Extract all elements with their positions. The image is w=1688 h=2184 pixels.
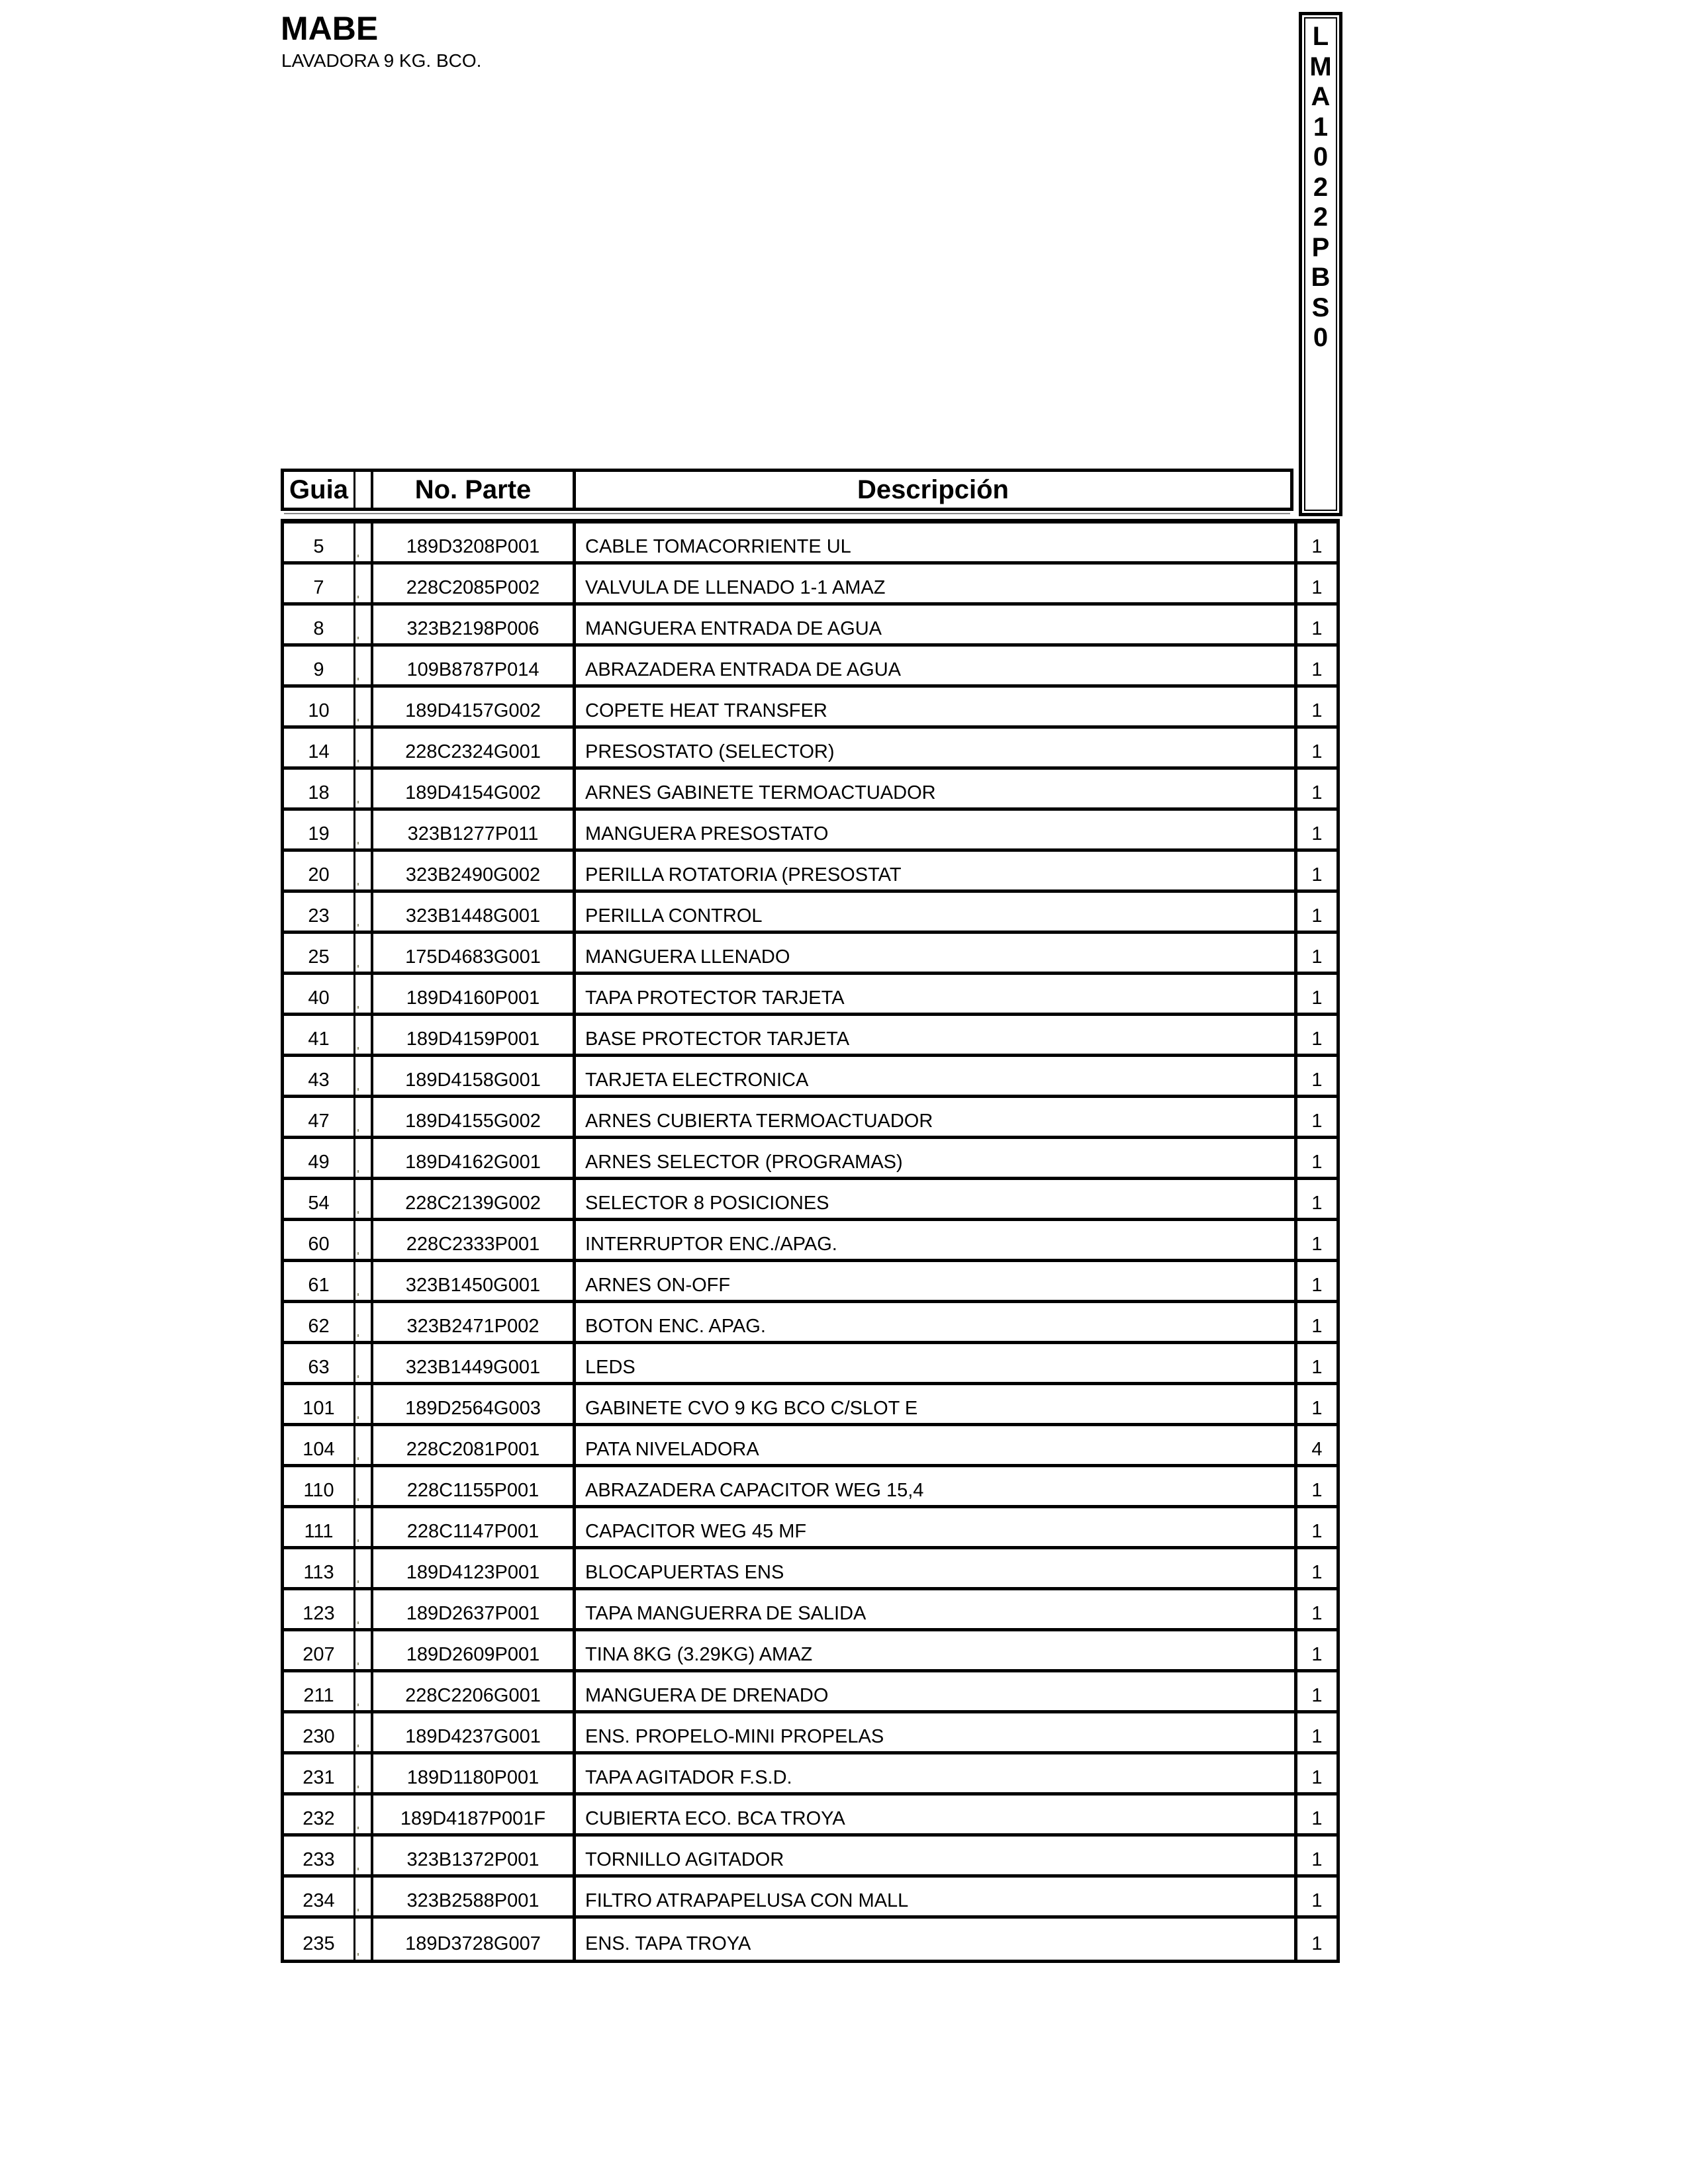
- cell-parte: 189D1180P001: [373, 1754, 576, 1792]
- cell-cantidad: 1: [1311, 536, 1323, 557]
- cell-spacer: [355, 1754, 373, 1792]
- table-row: [284, 934, 1336, 975]
- table-row: [284, 1467, 1336, 1508]
- cell-guia: 113: [284, 1549, 355, 1587]
- cell-parte: 323B1448G001: [373, 893, 576, 931]
- cell-spacer: [355, 1344, 373, 1382]
- cell-parte: 189D4158G001: [373, 1057, 576, 1095]
- cell-parte: 189D4123P001: [373, 1549, 576, 1587]
- table-row: [284, 1303, 1336, 1344]
- cell-cantidad: 1: [1311, 741, 1323, 762]
- cell-spacer: [355, 975, 373, 1013]
- cell-cantidad: 1: [1311, 1767, 1323, 1788]
- cell-descripcion: SELECTOR 8 POSICIONES: [576, 1180, 1297, 1218]
- table-row: [284, 1098, 1336, 1139]
- table-row: [284, 1590, 1336, 1631]
- cell-descripcion: GABINETE CVO 9 KG BCO C/SLOT E: [576, 1385, 1297, 1423]
- cell-cantidad: 1: [1311, 1111, 1323, 1132]
- model-code-char: L: [1312, 22, 1329, 51]
- cell-parte: 189D4237G001: [373, 1713, 576, 1751]
- cell-cantidad: 1: [1311, 1069, 1323, 1091]
- model-code-char: A: [1311, 82, 1331, 111]
- table-row: [284, 565, 1336, 606]
- product-subtitle: LAVADORA 9 KG. BCO.: [281, 50, 482, 71]
- table-row: [284, 606, 1336, 647]
- cell-spacer: [355, 811, 373, 848]
- cell-parte: 189D4154G002: [373, 770, 576, 807]
- brand-title: MABE: [281, 10, 379, 47]
- cell-parte: 323B1372P001: [373, 1837, 576, 1874]
- cell-spacer: [355, 606, 373, 643]
- table-row: [284, 1139, 1336, 1180]
- cell-descripcion: BASE PROTECTOR TARJETA: [576, 1016, 1297, 1054]
- cell-descripcion: ARNES ON-OFF: [576, 1262, 1297, 1300]
- cell-parte: 228C2333P001: [373, 1221, 576, 1259]
- cell-cantidad: 1: [1311, 1933, 1323, 1954]
- cell-cantidad: 1: [1311, 1152, 1323, 1173]
- cell-guia: 60: [284, 1221, 355, 1259]
- cell-parte: 323B2198P006: [373, 606, 576, 643]
- cell-guia: 101: [284, 1385, 355, 1423]
- cell-parte: 323B2490G002: [373, 852, 576, 889]
- table-row: [284, 523, 1336, 565]
- table-row: [284, 1385, 1336, 1426]
- cell-descripcion: ARNES SELECTOR (PROGRAMAS): [576, 1139, 1297, 1177]
- cell-cantidad: 1: [1311, 1644, 1323, 1665]
- cell-descripcion: ARNES CUBIERTA TERMOACTUADOR: [576, 1098, 1297, 1136]
- cell-parte: 228C1155P001: [373, 1467, 576, 1505]
- cell-cantidad: 1: [1311, 1028, 1323, 1050]
- cell-descripcion: PERILLA ROTATORIA (PRESOSTAT: [576, 852, 1297, 889]
- cell-guia: 234: [284, 1878, 355, 1915]
- cell-cantidad: 1: [1311, 1357, 1323, 1378]
- cell-parte: 189D2609P001: [373, 1631, 576, 1669]
- cell-parte: 109B8787P014: [373, 647, 576, 684]
- cell-cantidad: 1: [1311, 1890, 1323, 1911]
- cell-guia: 8: [284, 606, 355, 643]
- cell-descripcion: MANGUERA LLENADO: [576, 934, 1297, 972]
- cell-parte: 189D4155G002: [373, 1098, 576, 1136]
- cell-guia: 54: [284, 1180, 355, 1218]
- cell-cantidad: 1: [1311, 946, 1323, 968]
- cell-parte: 189D4162G001: [373, 1139, 576, 1177]
- cell-descripcion: BOTON ENC. APAG.: [576, 1303, 1297, 1341]
- cell-spacer: [355, 1221, 373, 1259]
- cell-spacer: [355, 1796, 373, 1833]
- cell-parte: 323B1450G001: [373, 1262, 576, 1300]
- table-row: [284, 1919, 1336, 1960]
- cell-parte: 189D2637P001: [373, 1590, 576, 1628]
- cell-spacer: [355, 1590, 373, 1628]
- cell-spacer: [355, 647, 373, 684]
- cell-guia: 63: [284, 1344, 355, 1382]
- cell-spacer: [355, 565, 373, 602]
- table-row: [284, 1878, 1336, 1919]
- cell-spacer: [355, 1426, 373, 1464]
- cell-spacer: [355, 893, 373, 931]
- cell-descripcion: CAPACITOR WEG 45 MF: [576, 1508, 1297, 1546]
- cell-guia: 47: [284, 1098, 355, 1136]
- cell-descripcion: LEDS: [576, 1344, 1297, 1382]
- cell-descripcion: BLOCAPUERTAS ENS: [576, 1549, 1297, 1587]
- table-row: [284, 975, 1336, 1016]
- cell-guia: 19: [284, 811, 355, 848]
- cell-parte: 228C1147P001: [373, 1508, 576, 1546]
- cell-descripcion: TAPA PROTECTOR TARJETA: [576, 975, 1297, 1013]
- cell-cantidad: 1: [1311, 1234, 1323, 1255]
- table-row: [284, 1057, 1336, 1098]
- cell-spacer: [355, 1385, 373, 1423]
- cell-descripcion: ENS. TAPA TROYA: [576, 1919, 1297, 1960]
- table-row: [284, 1672, 1336, 1713]
- table-row: [284, 1713, 1336, 1754]
- model-code-box: [1299, 12, 1342, 516]
- table-header: [281, 469, 1293, 511]
- cell-parte: 189D4159P001: [373, 1016, 576, 1054]
- table-row: [284, 1549, 1336, 1590]
- cell-guia: 23: [284, 893, 355, 931]
- cell-spacer: [355, 523, 373, 561]
- cell-parte: 189D4187P001F: [373, 1796, 576, 1833]
- cell-guia: 211: [284, 1672, 355, 1710]
- cell-descripcion: ENS. PROPELO-MINI PROPELAS: [576, 1713, 1297, 1751]
- cell-spacer: [355, 1016, 373, 1054]
- cell-descripcion: CABLE TOMACORRIENTE UL: [576, 523, 1297, 561]
- model-code-char: 0: [1313, 142, 1329, 171]
- cell-guia: 104: [284, 1426, 355, 1464]
- cell-cantidad: 1: [1311, 1398, 1323, 1419]
- cell-descripcion: ABRAZADERA CAPACITOR WEG 15,4: [576, 1467, 1297, 1505]
- cell-cantidad: 4: [1311, 1439, 1323, 1460]
- cell-guia: 5: [284, 523, 355, 561]
- cell-descripcion: MANGUERA PRESOSTATO: [576, 811, 1297, 848]
- cell-guia: 25: [284, 934, 355, 972]
- cell-guia: 14: [284, 729, 355, 766]
- cell-cantidad: 1: [1311, 987, 1323, 1009]
- cell-guia: 233: [284, 1837, 355, 1874]
- table-row: [284, 811, 1336, 852]
- cell-descripcion: FILTRO ATRAPAPELUSA CON MALL: [576, 1878, 1297, 1915]
- model-code-char: M: [1309, 52, 1332, 81]
- cell-cantidad: 1: [1311, 1521, 1323, 1542]
- cell-cantidad: 1: [1311, 1603, 1323, 1624]
- cell-cantidad: 1: [1311, 1808, 1323, 1829]
- cell-cantidad: 1: [1311, 618, 1323, 639]
- cell-descripcion: INTERRUPTOR ENC./APAG.: [576, 1221, 1297, 1259]
- model-code-char: 2: [1313, 203, 1329, 232]
- cell-spacer: [355, 1919, 373, 1960]
- cell-spacer: [355, 1713, 373, 1751]
- cell-guia: 111: [284, 1508, 355, 1546]
- cell-cantidad: 1: [1311, 700, 1323, 721]
- cell-parte: 228C2206G001: [373, 1672, 576, 1710]
- cell-descripcion: VALVULA DE LLENADO 1-1 AMAZ: [576, 565, 1297, 602]
- cell-parte: 228C2085P002: [373, 565, 576, 602]
- table-row: [284, 1837, 1336, 1878]
- cell-guia: 43: [284, 1057, 355, 1095]
- cell-spacer: [355, 729, 373, 766]
- cell-guia: 9: [284, 647, 355, 684]
- cell-guia: 123: [284, 1590, 355, 1628]
- cell-spacer: [355, 1057, 373, 1095]
- model-code: [1302, 22, 1339, 353]
- table-row: [284, 1631, 1336, 1672]
- cell-cantidad: 1: [1311, 1193, 1323, 1214]
- table-row: [284, 1754, 1336, 1796]
- cell-descripcion: CUBIERTA ECO. BCA TROYA: [576, 1796, 1297, 1833]
- cell-parte: 189D4160P001: [373, 975, 576, 1013]
- cell-spacer: [355, 1878, 373, 1915]
- cell-cantidad: 1: [1311, 782, 1323, 803]
- cell-parte: 323B1449G001: [373, 1344, 576, 1382]
- cell-spacer: [355, 1139, 373, 1177]
- cell-descripcion: TARJETA ELECTRONICA: [576, 1057, 1297, 1095]
- cell-cantidad: 1: [1311, 1562, 1323, 1583]
- cell-cantidad: 1: [1311, 659, 1323, 680]
- cell-cantidad: 1: [1311, 1275, 1323, 1296]
- cell-spacer: [355, 1672, 373, 1710]
- cell-parte: 175D4683G001: [373, 934, 576, 972]
- cell-descripcion: ABRAZADERA ENTRADA DE AGUA: [576, 647, 1297, 684]
- cell-guia: 20: [284, 852, 355, 889]
- cell-parte: 228C2324G001: [373, 729, 576, 766]
- table-row: [284, 1180, 1336, 1221]
- cell-descripcion: TAPA MANGUERRA DE SALIDA: [576, 1590, 1297, 1628]
- cell-descripcion: PERILLA CONTROL: [576, 893, 1297, 931]
- cell-descripcion: PATA NIVELADORA: [576, 1426, 1297, 1464]
- cell-parte: 228C2081P001: [373, 1426, 576, 1464]
- cell-descripcion: ARNES GABINETE TERMOACTUADOR: [576, 770, 1297, 807]
- table-row: [284, 729, 1336, 770]
- cell-guia: 62: [284, 1303, 355, 1341]
- cell-cantidad: 1: [1311, 823, 1323, 844]
- table-row: [284, 1344, 1336, 1385]
- cell-spacer: [355, 1467, 373, 1505]
- cell-spacer: [355, 770, 373, 807]
- cell-spacer: [355, 688, 373, 725]
- cell-parte: 189D3728G007: [373, 1919, 576, 1960]
- cell-guia: 61: [284, 1262, 355, 1300]
- table-row: [284, 647, 1336, 688]
- cell-descripcion: MANGUERA ENTRADA DE AGUA: [576, 606, 1297, 643]
- cell-cantidad: 1: [1311, 864, 1323, 886]
- table-row: [284, 1796, 1336, 1837]
- model-code-char: 1: [1313, 112, 1329, 142]
- cell-parte: 323B2471P002: [373, 1303, 576, 1341]
- model-code-char: S: [1311, 293, 1330, 322]
- parts-table: [281, 519, 1340, 1963]
- table-row: [284, 852, 1336, 893]
- table-row: [284, 1016, 1336, 1057]
- cell-descripcion: TAPA AGITADOR F.S.D.: [576, 1754, 1297, 1792]
- cell-descripcion: MANGUERA DE DRENADO: [576, 1672, 1297, 1710]
- cell-cantidad: 1: [1311, 577, 1323, 598]
- cell-cantidad: 1: [1311, 905, 1323, 927]
- cell-spacer: [355, 1180, 373, 1218]
- cell-guia: 232: [284, 1796, 355, 1833]
- cell-guia: 49: [284, 1139, 355, 1177]
- cell-spacer: [355, 1631, 373, 1669]
- cell-cantidad: 1: [1311, 1685, 1323, 1706]
- table-row: [284, 1262, 1336, 1303]
- cell-descripcion: TINA 8KG (3.29KG) AMAZ: [576, 1631, 1297, 1669]
- cell-guia: 10: [284, 688, 355, 725]
- cell-cantidad: 1: [1311, 1316, 1323, 1337]
- cell-guia: 110: [284, 1467, 355, 1505]
- cell-spacer: [355, 852, 373, 889]
- cell-descripcion: COPETE HEAT TRANSFER: [576, 688, 1297, 725]
- cell-guia: 40: [284, 975, 355, 1013]
- cell-descripcion: PRESOSTATO (SELECTOR): [576, 729, 1297, 766]
- cell-parte: 189D3208P001: [373, 523, 576, 561]
- cell-parte: 323B1277P011: [373, 811, 576, 848]
- column-header-parte: No. Parte: [373, 472, 576, 508]
- column-spacer: [355, 472, 373, 508]
- model-code-char: P: [1311, 232, 1330, 262]
- model-code-char: B: [1311, 263, 1331, 292]
- cell-guia: 235: [284, 1919, 355, 1960]
- cell-guia: 41: [284, 1016, 355, 1054]
- cell-guia: 230: [284, 1713, 355, 1751]
- cell-cantidad: 1: [1311, 1480, 1323, 1501]
- model-code-char: 2: [1313, 172, 1329, 202]
- cell-parte: 189D4157G002: [373, 688, 576, 725]
- cell-parte: 228C2139G002: [373, 1180, 576, 1218]
- cell-parte: 189D2564G003: [373, 1385, 576, 1423]
- column-header-descripcion: Descripción: [857, 475, 1009, 504]
- cell-guia: 7: [284, 565, 355, 602]
- cell-guia: 231: [284, 1754, 355, 1792]
- cell-guia: 207: [284, 1631, 355, 1669]
- cell-spacer: [355, 1837, 373, 1874]
- cell-spacer: [355, 1508, 373, 1546]
- cell-spacer: [355, 1303, 373, 1341]
- table-row: [284, 770, 1336, 811]
- column-header-guia: Guia: [284, 472, 355, 508]
- table-row: [284, 1221, 1336, 1262]
- cell-guia: 18: [284, 770, 355, 807]
- cell-parte: 323B2588P001: [373, 1878, 576, 1915]
- cell-spacer: [355, 1098, 373, 1136]
- model-code-char: 0: [1313, 323, 1329, 352]
- cell-spacer: [355, 1549, 373, 1587]
- cell-spacer: [355, 934, 373, 972]
- table-row: [284, 1426, 1336, 1467]
- cell-cantidad: 1: [1311, 1726, 1323, 1747]
- table-row: [284, 1508, 1336, 1549]
- table-row: [284, 688, 1336, 729]
- cell-descripcion: TORNILLO AGITADOR: [576, 1837, 1297, 1874]
- cell-cantidad: 1: [1311, 1849, 1323, 1870]
- table-row: [284, 893, 1336, 934]
- cell-spacer: [355, 1262, 373, 1300]
